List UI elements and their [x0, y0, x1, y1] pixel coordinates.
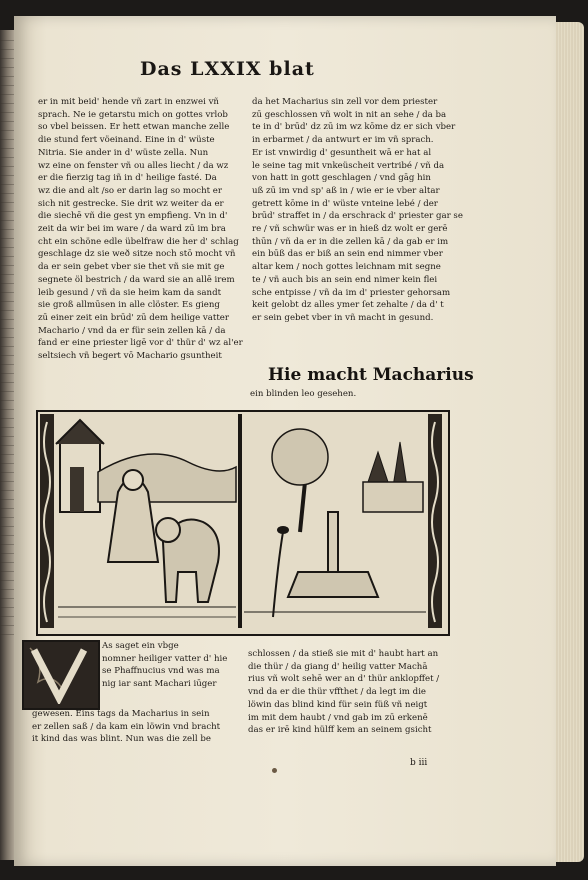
text-line: it kind das was blint. Nun was die zell be [32, 734, 211, 745]
text-line: nomner heiliger vatter d' hie [102, 653, 228, 664]
text-line: wz die and alt /so er darin lag so mocht er [38, 185, 222, 196]
text-line: seltsiech vñ begert vō Machario gsuntheit [38, 351, 222, 362]
bottom-left-text-column [32, 708, 247, 746]
text-line: le seine tag mit vnkeüscheit vertribé / vñ da [252, 160, 445, 171]
page-signature: b iii [410, 758, 428, 768]
fountain-column [328, 512, 338, 572]
left-ornament-border [40, 414, 54, 628]
text-line: Machario / vnd da er für sein zellen kā / da [38, 325, 226, 336]
text-line: segnete öl bestrich / da ward sie an allē irem [38, 274, 235, 285]
decorated-initial [22, 640, 100, 710]
text-line: thūn / vñ da er in die zellen kā / da gab er im [252, 236, 449, 247]
text-line: von hatt in gott geschlagen / vnd gāg hin [252, 173, 431, 184]
bottom-left-intro-column [102, 640, 242, 691]
woodcut-drawing [38, 412, 444, 630]
text-line: fand er eine priester ligē vor d' thür d' wz al'er [38, 338, 243, 349]
text-line: da het Macharius sin zell vor dem priester [252, 97, 438, 107]
text-line: nig iar sant Machari iūger [102, 679, 217, 690]
text-line: sie groß allmūsen in alle clöster. Es gieng [38, 300, 220, 311]
text-line: die stund fert vöeinand. Eine in d' wüste [38, 135, 215, 146]
top-right-text-column [252, 96, 463, 325]
bottom-right-text-column [248, 648, 453, 737]
text-line: uß zū im vnd sp' aß in / wie er ie vber altar [252, 185, 440, 196]
text-line: zū geschlossen vñ wolt in nit an sehe / da ba [252, 109, 447, 120]
text-line: cht ein schöne edle übelfraw die her d' schlag [38, 236, 239, 247]
text-line: geschlage dz sie weð sitze noch stō mocht vñ [38, 249, 236, 260]
text-line: getrett kōme in d' wüste vnteine lebé / der [252, 198, 438, 209]
text-line: sche entpisse / vñ da im d' priester gehorsam [252, 287, 451, 298]
text-line: vnd da er die thür vffthet / da legt im die [248, 687, 427, 698]
previous-page-edge [0, 40, 14, 640]
page-header: Das LXXIX blat [140, 58, 315, 80]
top-left-text-column [38, 96, 243, 363]
text-line: so vbel beissen. Er hett etwan manche zelle [38, 122, 230, 133]
text-line: zeit da wir bei im ware / da ward zū im bra [38, 224, 226, 235]
text-line: zū einer zeit ein brūd' zū dem heilige vatter [38, 312, 230, 323]
text-line: in erbarmet / da antwurt er im vñ sprach. [252, 135, 434, 146]
text-line: er die fierzig tag iñ in d' heilige fasté. Da [38, 173, 217, 184]
text-line: die thür / da giang d' heilig vatter Machā [248, 661, 428, 672]
text-line: brūd' straffet in / da erschrack d' priester gar se [252, 211, 463, 222]
text-line: das er irē kind hülff kem an seinem gsicht [248, 725, 432, 736]
text-line: leib gesund / vñ da sie heim kam da sandt [38, 287, 222, 298]
section-subheading: ein blinden leo gesehen. [250, 389, 357, 399]
section-heading: Hie macht Macharius [268, 365, 474, 385]
fountain-basin [288, 572, 378, 597]
text-line: gewesen. Eins tags da Macharius in sein [32, 709, 210, 719]
text-line: re / vñ schwür was er in hieß dz wolt er gerē [252, 224, 448, 235]
woodcut-illustration [36, 410, 450, 636]
hut-door [70, 467, 84, 512]
text-line: ein būß das er biß an sein end nimmer vber [252, 249, 443, 260]
tree-crown [272, 429, 328, 485]
text-line: se Phaffnucius vnd was ma [102, 666, 220, 677]
text-line: im mit dem haubt / vnd gab im zū erkenē [248, 712, 428, 723]
text-line: er in mit beid' hende vñ zart in enzwei vñ [38, 97, 219, 107]
text-line: te in d' brūd' dz zū im wz kōme dz er sich vber [252, 122, 456, 133]
paper-spot [272, 768, 277, 773]
text-line: er zellen saß / da kam ein löwin vnd bracht [32, 721, 221, 732]
text-line: altar kem / noch gottes leichnam mit segne [252, 262, 441, 273]
text-line: sich nit gestrecke. Sie drit wz weiter da er [38, 198, 224, 209]
initial-v-drawing [24, 642, 94, 704]
text-line: da er sein gebet vber sie thet vñ sie mit ge [38, 262, 225, 273]
text-line: Er ist vnwirdig d' gesuntheit wā er hat al [252, 147, 432, 158]
right-ornament-border [428, 414, 442, 628]
text-line: schlossen / da stieß sie mit d' haubt hart an [248, 649, 439, 659]
text-line: die siechē vñ die gest yn empfieng. Vn in d' [38, 211, 228, 222]
text-line: As saget ein vbge [102, 641, 179, 651]
text-line: wz eine on fenster vñ ou alles liecht / da wz [38, 160, 229, 171]
text-line: keit gelobt dz alles ymer ſet zehalte / da d' t [252, 300, 444, 311]
text-line: te / vñ auch bis an sein end nimer kein flei [252, 274, 438, 285]
text-line: er sein gebet vber in vñ macht in gesund. [252, 312, 434, 323]
text-line: löwin das blind kind für sein füß vñ neigt [248, 699, 428, 710]
text-line: rius vñ wolt sehē wer an d' thür anklopffet / [248, 674, 440, 685]
text-line: Nitria. Sie ander in d' wüste zella. Nun [38, 147, 209, 158]
text-line: sprach. Ne ie getarstu mich on gottes vrlob [38, 109, 228, 120]
